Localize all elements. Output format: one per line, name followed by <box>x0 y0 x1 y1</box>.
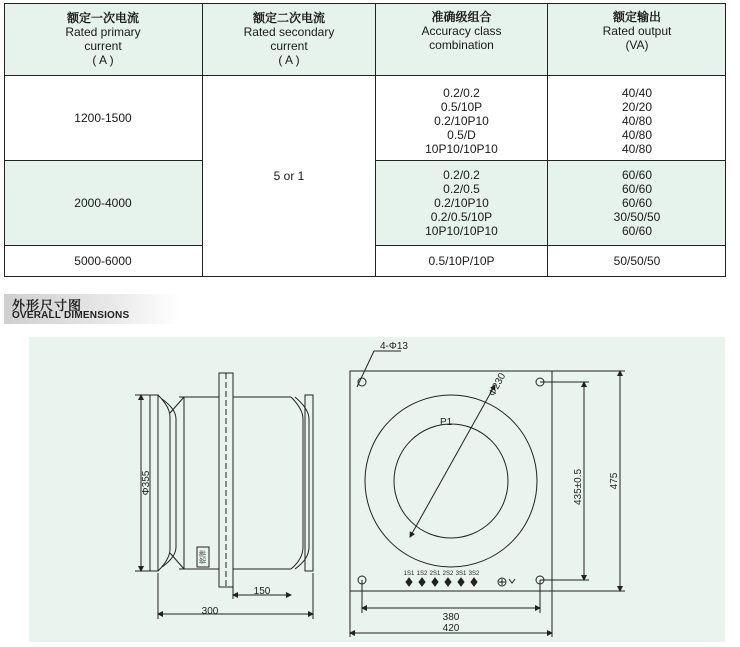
terminal-label: 2S1 <box>429 571 441 577</box>
output-value: 60/60 <box>621 168 653 182</box>
table-divider <box>202 3 203 277</box>
table-divider <box>4 160 203 161</box>
terminal-symbol <box>432 578 438 586</box>
accuracy-value: 10P10/10P10 <box>425 224 498 238</box>
ground-symbol <box>509 579 515 583</box>
output-value: 20/20 <box>621 100 653 114</box>
accuracy-cell <box>376 246 547 276</box>
drawing-svg <box>29 337 725 642</box>
output-cell <box>548 161 726 245</box>
accuracy-value: 0.2/10P10 <box>434 196 489 210</box>
output-value: 40/80 <box>621 128 653 142</box>
header-en: current <box>270 39 308 53</box>
secondary-current-value: 5 or 1 <box>273 169 305 183</box>
header-en: (VA) <box>625 38 649 52</box>
header-en: combination <box>429 38 494 52</box>
header-rated-output <box>548 3 726 75</box>
table-divider <box>4 245 203 246</box>
header-cn: 额定一次电流 <box>66 11 139 25</box>
dim-label-380: 380 <box>442 612 460 623</box>
flange-edge <box>170 553 184 569</box>
accuracy-cell <box>376 76 547 160</box>
header-cn: 额定二次电流 <box>252 11 325 25</box>
terminal-label: 3S2 <box>468 571 480 577</box>
table-divider <box>4 75 726 76</box>
section-title-en: OVERALL DIMENSIONS <box>12 310 130 321</box>
right-flange-curve-inner <box>295 397 309 569</box>
table-border <box>4 3 5 277</box>
left-flange-curve-inner <box>162 399 176 567</box>
right-flange-curve <box>291 397 303 569</box>
output-value: 60/60 <box>621 224 653 238</box>
terminal-label: 2S2 <box>442 571 454 577</box>
accuracy-value: 0.5/10P/10P <box>428 254 495 268</box>
accuracy-cell <box>376 161 547 245</box>
p1-label: P1 <box>440 417 453 428</box>
terminal-label: 1S2 <box>416 571 428 577</box>
flange-edge <box>170 397 184 413</box>
dim-label-300: 300 <box>201 606 219 617</box>
output-value: 40/40 <box>621 86 653 100</box>
output-value: 40/80 <box>621 142 653 156</box>
header-en: Rated output <box>602 24 672 38</box>
secondary-current-cell <box>203 76 375 276</box>
primary-current-cell <box>4 161 202 245</box>
terminal-symbol <box>406 578 412 586</box>
dim-label-holes: 4-Φ13 <box>380 341 408 352</box>
terminal-symbol <box>458 578 464 586</box>
dim-label-150: 150 <box>253 586 271 597</box>
primary-current-value: 2000-4000 <box>74 196 132 210</box>
nameplate-label: 铭牌 <box>200 550 207 564</box>
header-unit: ( A ) <box>92 53 114 67</box>
section-title <box>4 294 180 324</box>
side-view <box>135 373 313 619</box>
accuracy-value: 0.2/0.5/10P <box>430 210 493 224</box>
dim-label-dia355: Φ355 <box>141 470 152 496</box>
header-en: Rated primary <box>65 25 141 39</box>
dim-label-435: 435±0.5 <box>573 468 584 506</box>
dimension-drawing <box>29 337 725 642</box>
primary-current-value: 5000-6000 <box>74 254 132 268</box>
spec-table <box>4 3 726 277</box>
output-cell <box>548 76 726 160</box>
terminal-label: 3S1 <box>455 571 467 577</box>
header-en: Accuracy class <box>421 24 502 38</box>
header-cn: 额定输出 <box>612 10 661 24</box>
table-border <box>4 276 726 277</box>
dim-line-dia230 <box>410 385 495 537</box>
header-cn: 准确级组合 <box>431 10 492 24</box>
table-divider <box>375 160 726 161</box>
terminal-symbol <box>471 578 477 586</box>
header-primary-current <box>4 3 202 75</box>
dim-label-dia230: Φ230 <box>486 371 509 399</box>
header-secondary-current <box>203 3 375 75</box>
section-title-cn: 外形尺寸图 <box>12 298 83 313</box>
output-value: 60/60 <box>621 182 653 196</box>
header-accuracy-class <box>376 3 547 75</box>
output-value: 50/50/50 <box>613 254 661 268</box>
output-value: 40/80 <box>621 114 653 128</box>
primary-current-value: 1200-1500 <box>74 111 132 125</box>
primary-current-cell <box>4 76 202 160</box>
header-unit: ( A ) <box>278 53 300 67</box>
table-border <box>4 3 726 4</box>
output-value: 30/50/50 <box>613 210 661 224</box>
dim-label-475: 475 <box>609 472 620 490</box>
accuracy-value: 0.2/0.2 <box>443 168 480 182</box>
table-border <box>725 3 726 277</box>
table-divider <box>375 245 726 246</box>
accuracy-value: 10P10/10P10 <box>425 142 498 156</box>
accuracy-value: 0.2/0.2 <box>443 86 480 100</box>
table-divider <box>375 3 376 277</box>
terminal-label: 1S1 <box>403 571 415 577</box>
terminal-symbols <box>406 578 515 586</box>
accuracy-value: 0.2/10P10 <box>434 114 489 128</box>
primary-current-cell <box>4 246 202 276</box>
inner-window <box>394 424 508 538</box>
accuracy-value: 0.5/D <box>447 128 476 142</box>
front-plate <box>350 371 552 591</box>
terminal-symbol <box>445 578 451 586</box>
header-en: Rated secondary <box>243 25 335 39</box>
header-en: current <box>84 39 122 53</box>
left-flange-curve <box>158 395 170 571</box>
output-cell <box>548 246 726 276</box>
output-value: 60/60 <box>621 196 653 210</box>
accuracy-value: 0.2/0.5 <box>443 182 480 196</box>
dim-label-420: 420 <box>442 623 460 634</box>
terminal-symbol <box>419 578 425 586</box>
accuracy-value: 0.5/10P <box>440 100 483 114</box>
table-divider <box>547 3 548 277</box>
